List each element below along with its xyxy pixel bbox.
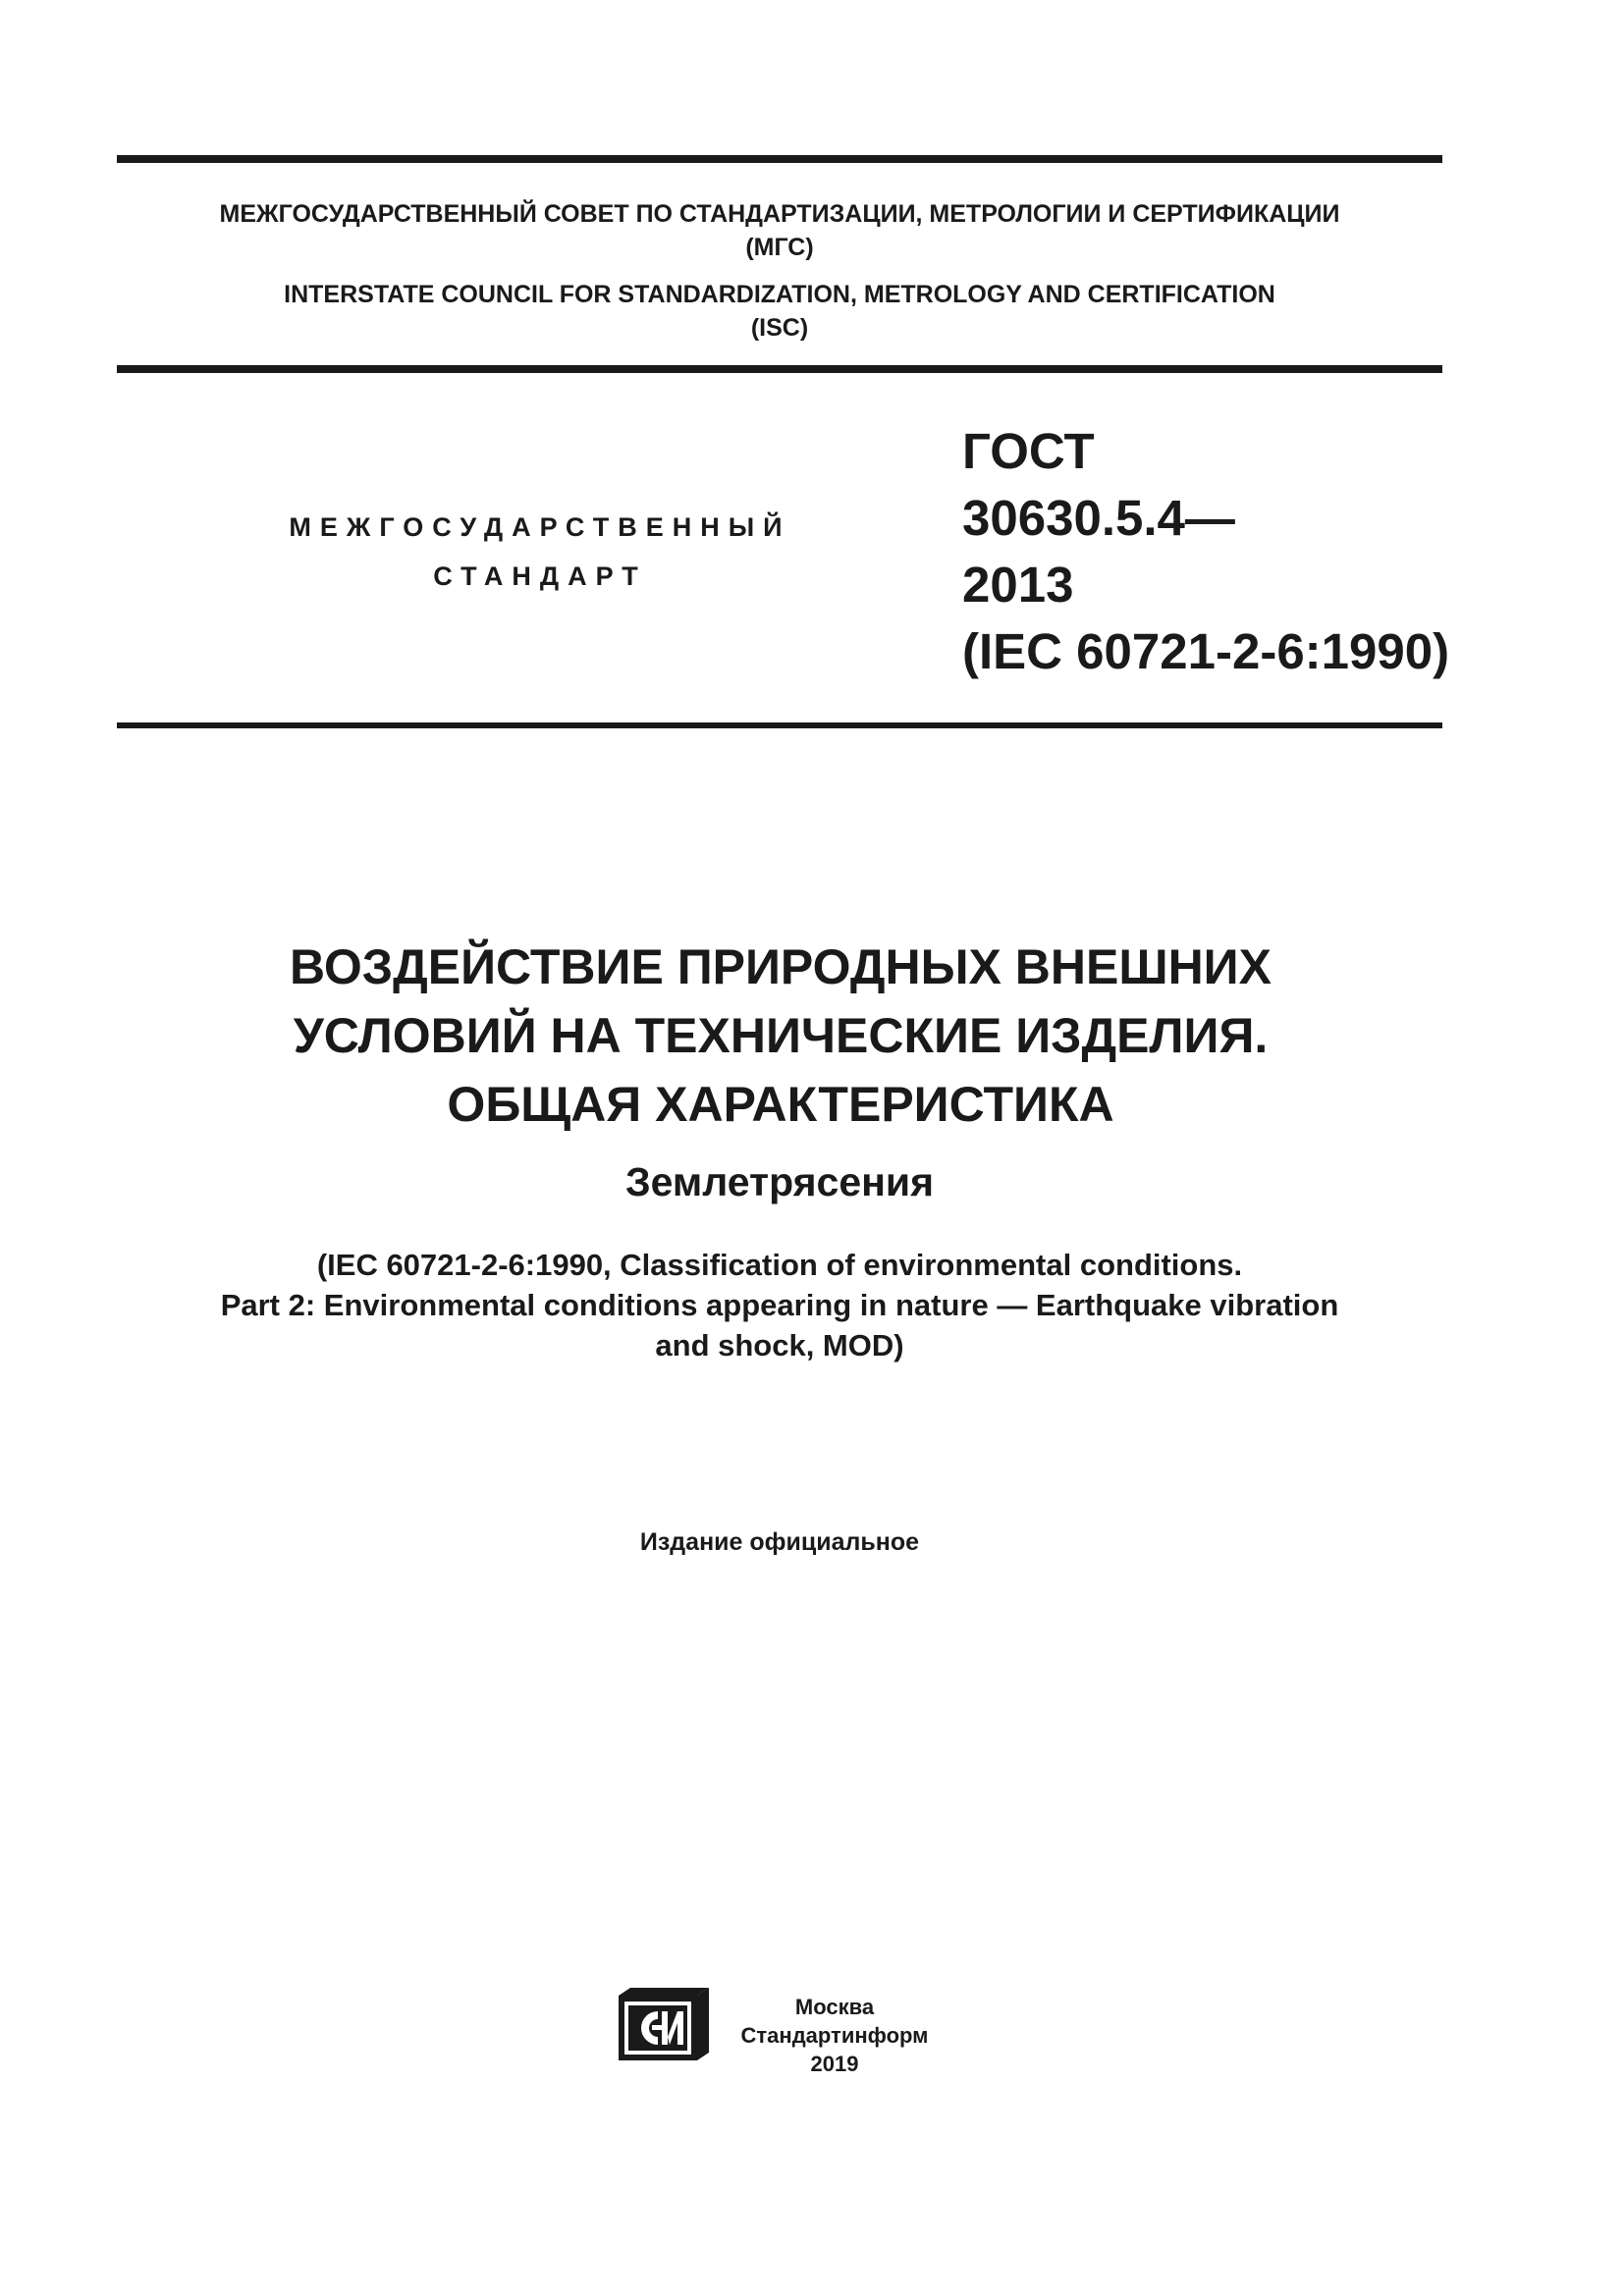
designation-bottom-rule bbox=[117, 722, 1442, 728]
council-name-ru bbox=[117, 197, 1442, 264]
council-en-abbr: (ISC) bbox=[750, 314, 809, 342]
standard-kind bbox=[196, 503, 884, 601]
publisher-info bbox=[722, 1993, 947, 2078]
standard-kind-line2: СТАНДАРТ bbox=[433, 561, 647, 591]
standartinform-logo-icon bbox=[619, 1988, 709, 2066]
standard-number: 30630.5.4— bbox=[962, 490, 1235, 546]
council-ru-text: МЕЖГОСУДАРСТВЕННЫЙ СОВЕТ ПО СТАНДАРТИЗАЦИИ, МЕТРОЛОГИИ И СЕРТИФИКАЦИИ bbox=[219, 200, 1340, 228]
council-ru-abbr: (МГС) bbox=[745, 234, 814, 261]
title-line3: ОБЩАЯ ХАРАКТЕРИСТИКА bbox=[447, 1077, 1114, 1132]
edition-note: Издание официальное bbox=[639, 1528, 920, 1556]
title-line1: ВОЗДЕЙСТВИЕ ПРИРОДНЫХ ВНЕШНИХ bbox=[290, 939, 1272, 994]
iec-ref-line3: and shock, MOD) bbox=[655, 1328, 904, 1362]
title-line2: УСЛОВИЙ НА ТЕХНИЧЕСКИЕ ИЗДЕЛИЯ. bbox=[293, 1008, 1269, 1063]
standard-prefix: ГОСТ bbox=[962, 423, 1095, 479]
standard-kind-line1: МЕЖГОСУДАРСТВЕННЫЙ bbox=[289, 512, 791, 542]
standard-year: 2013 bbox=[962, 557, 1074, 613]
publisher-city: Москва bbox=[794, 1995, 875, 2019]
document-title bbox=[98, 933, 1463, 1139]
iec-ref-line2: Part 2: Environmental conditions appearing in nature — Earthquake vibration bbox=[220, 1288, 1339, 1322]
header-bottom-rule bbox=[117, 365, 1442, 373]
publisher-name: Стандартинформ bbox=[740, 2023, 929, 2048]
publisher-year: 2019 bbox=[810, 2052, 859, 2076]
iec-ref-line1: (IEC 60721-2-6:1990, Classification of environmental conditions. bbox=[316, 1248, 1243, 1282]
document-subtitle: Землетрясения bbox=[624, 1159, 935, 1204]
iec-reference bbox=[117, 1245, 1442, 1365]
standard-iec: (IEC 60721-2-6:1990) bbox=[962, 623, 1450, 679]
council-en-text: INTERSTATE COUNCIL FOR STANDARDIZATION, METROLOGY AND CERTIFICATION bbox=[284, 281, 1275, 308]
top-rule bbox=[117, 155, 1442, 163]
council-name-en bbox=[117, 278, 1442, 345]
standard-designation bbox=[962, 418, 1473, 685]
